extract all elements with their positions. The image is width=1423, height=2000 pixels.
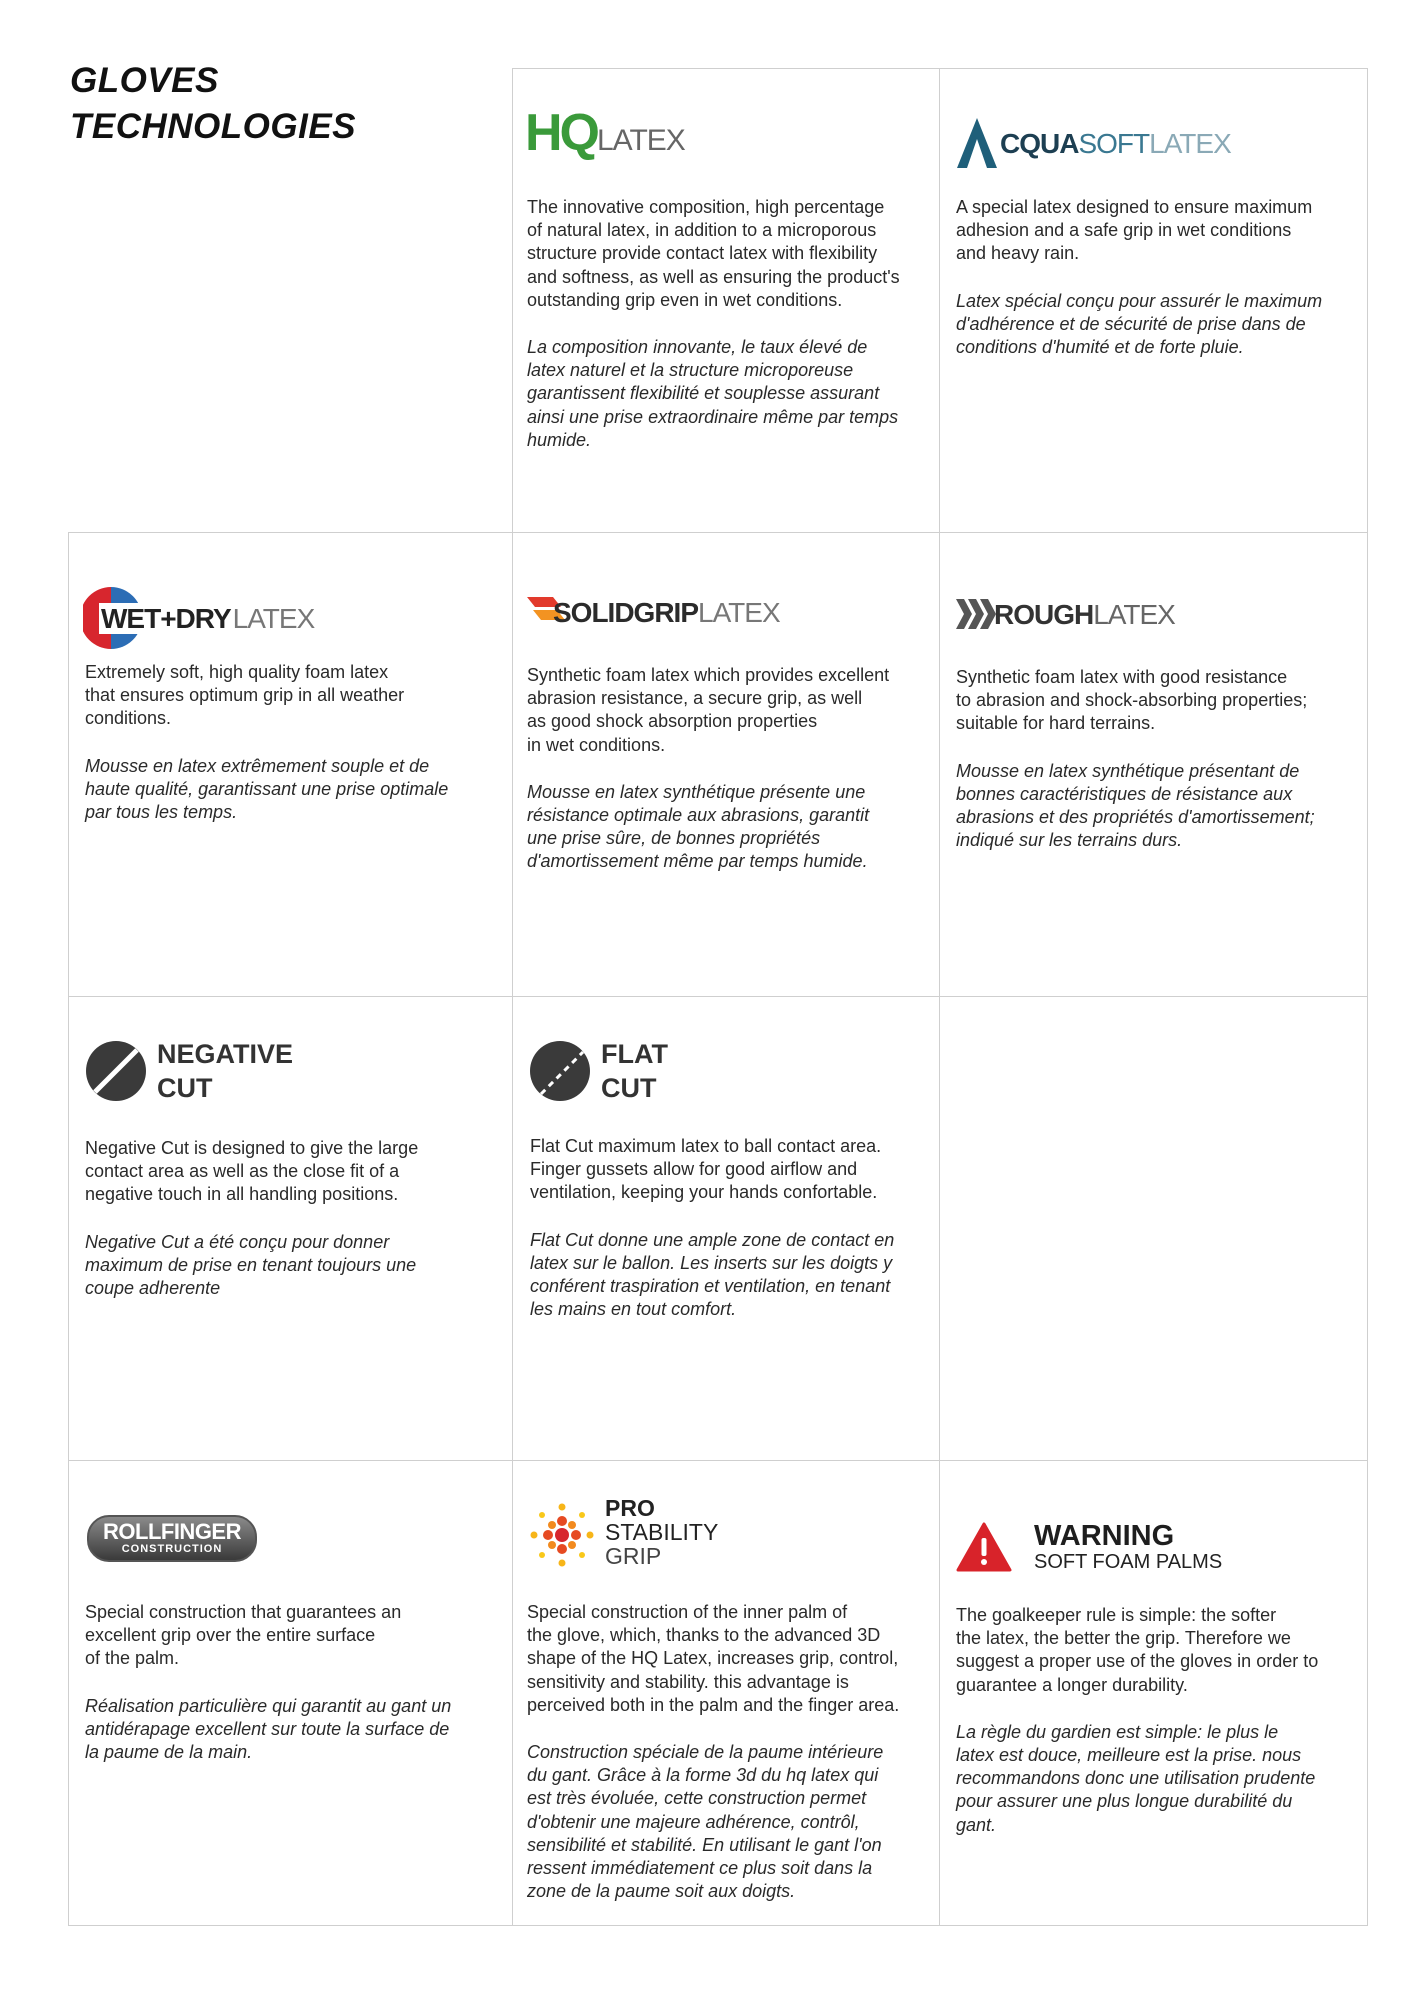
hq-latex-description [527, 196, 932, 476]
negative-cut-icon [85, 1040, 147, 1102]
hq-logo-icon: HQ [525, 104, 597, 162]
acquasoft-text-fr: Latex spécial conçu pour assurér le maximum d'adhérence et de sécurité de prise dans de conditions d'humité et de forte pluie. [956, 290, 1323, 358]
rough-chevrons-icon [956, 597, 996, 631]
negative-cut-text-en: Negative Cut is designed to give the large contact area as well as the close fit of a negative touch in all handling positions. [85, 1138, 419, 1205]
warning-text-fr: La règle du gardien est simple: le plus le latex est douce, meilleure est la prise. nous recommandons donc une utilisation prudente pour assurer une plus longue durabilité du gant. [956, 1721, 1316, 1835]
warning-label-1: WARNING [1034, 1520, 1175, 1552]
rough-logo-latex: LATEX [1093, 599, 1175, 630]
solidgrip-logo-latex: LATEX [698, 597, 780, 628]
hq-logo-latex: LATEX [597, 124, 685, 157]
page-title-line-1: GLOVES [70, 61, 219, 100]
warning-triangle-icon [956, 1522, 1012, 1572]
negative-cut-logo [85, 1037, 293, 1105]
warning-label-2: SOFT FOAM PALMS [1034, 1551, 1223, 1573]
page-title-line-2: TECHNOLOGIES [70, 107, 357, 146]
cell-hq-latex [512, 68, 940, 533]
acquasoft-latex-description [956, 196, 1361, 383]
cell-rough-latex [939, 532, 1368, 997]
negative-cut-text-fr: Negative Cut a été conçu pour donner maximum de prise en tenant toujours une coupe adherente [85, 1231, 417, 1299]
wet-dry-text-en: Extremely soft, high quality foam latex that ensures optimum grip in all weather conditions. [85, 662, 405, 729]
negative-cut-label-2: CUT [157, 1073, 213, 1103]
flat-cut-description [530, 1135, 935, 1345]
page-title [70, 58, 356, 150]
pro-stability-grip-logo [525, 1495, 719, 1571]
rollfinger-text-en: Special construction that guarantees an excellent grip over the entire surface of the palm. [85, 1602, 402, 1669]
rough-latex-logo [956, 595, 1175, 633]
acquasoft-logo-latex: LATEX [1149, 128, 1231, 159]
pro-stability-text-en: Special construction of the inner palm of the glove, which, thanks to the advanced 3D shape of the HQ Latex, increases grip, control, sensitivity and stability. this advantage is perceived both in the palm and the finger area. [527, 1602, 900, 1715]
wet-dry-text-fr: Mousse en latex extrêmement souple et de haute qualité, garantissant une prise optimale par tous les temps. [85, 755, 449, 823]
rollfinger-label-2: CONSTRUCTION [121, 1543, 223, 1555]
hq-latex-text-en: The innovative composition, high percentage of natural latex, in addition to a microporous structure provide contact latex with flexibility and softness, as well as ensuring the product's outstanding grip even in wet conditions. [527, 197, 900, 310]
acquasoft-logo-soft: SOFT [1078, 128, 1150, 159]
acquasoft-text-en: A special latex designed to ensure maximum adhesion and a safe grip in wet conditions and heavy rain. [956, 197, 1313, 264]
pro-stability-label-2: STABILITY [605, 1519, 719, 1545]
cell-warning [939, 1460, 1368, 1926]
cell-negative-cut [68, 996, 513, 1461]
dots-burst-icon [525, 1499, 599, 1571]
cell-solidgrip-latex [512, 532, 940, 997]
flat-cut-text-en: Flat Cut maximum latex to ball contact area. Finger gussets allow for good airflow and ventilation, keeping your hands confortable. [530, 1136, 882, 1203]
solidgrip-text-fr: Mousse en latex synthétique présente une résistance optimale aux abrasions, garantit une prise sûre, de bonnes propriétés d'amortissement même par temps humide. [527, 781, 870, 872]
warning-logo [956, 1521, 1222, 1573]
cell-pro-stability-grip [512, 1460, 940, 1926]
rough-text-en: Synthetic foam latex with good resistance to abrasion and shock-absorbing properties; suitable for hard terrains. [956, 667, 1308, 734]
rollfinger-text-fr: Réalisation particulière qui garantit au gant un antidérapage excellent sur toute la surface de la paume de la main. [85, 1695, 452, 1763]
wet-dry-logo-bold: WET+DRY [101, 603, 231, 634]
pro-stability-grip-description [527, 1601, 935, 1927]
hq-latex-logo [525, 104, 685, 162]
flat-cut-label-1: FLAT [601, 1039, 668, 1069]
warning-text-en: The goalkeeper rule is simple: the softer the latex, the better the grip. Therefore we suggest a proper use of the gloves in order to guarantee a longer durability. [956, 1605, 1319, 1695]
acquasoft-a-icon [956, 117, 998, 169]
rollfinger-logo [87, 1515, 257, 1562]
cell-rollfinger [68, 1460, 513, 1926]
rollfinger-description [85, 1601, 505, 1788]
rough-latex-description [956, 666, 1361, 876]
cell-empty [939, 996, 1368, 1461]
pro-stability-label-3: GRIP [605, 1543, 662, 1569]
cell-wet-dry-latex [68, 532, 513, 997]
acquasoft-latex-logo [956, 117, 1231, 169]
cell-flat-cut [512, 996, 940, 1461]
rough-logo-bold: ROUGH [994, 599, 1094, 630]
flat-cut-text-fr: Flat Cut donne une ample zone de contact en latex sur le ballon. Les inserts sur les doigts y conférent traspiration et ventilation, en tenant les mains en tout comfort. [530, 1229, 895, 1320]
pro-stability-text-fr: Construction spéciale de la paume intérieure du gant. Grâce à la forme 3d du hq latex qui est très évoluée, cette construction permet d'obtenir une majeure adhérence, contrôl, sensibilité et stabilité. En utilisant le gant l'on ressent immédiatement ce plus soit dans la zone de la paume soit aux doigts. [527, 1742, 884, 1902]
flat-cut-icon [529, 1040, 591, 1102]
solidgrip-latex-logo [527, 593, 780, 631]
pro-stability-label-1: PRO [605, 1495, 655, 1521]
negative-cut-label-1: NEGATIVE [157, 1039, 294, 1069]
solidgrip-logo-bold: SOLIDGRIP [553, 597, 699, 628]
acquasoft-logo-cqua: CQUA [1000, 128, 1079, 159]
negative-cut-description [85, 1137, 505, 1324]
rough-text-fr: Mousse en latex synthétique présentant de bonnes caractéristiques de résistance aux abrasions et des propriétés d'amortissement; indiqué sur les terrains durs. [956, 760, 1315, 851]
rollfinger-label-1: ROLLFINGER [103, 1519, 241, 1544]
hq-latex-text-fr: La composition innovante, le taux élevé de latex naturel et la structure microporeuse garantissent flexibilité et souplesse assurant ainsi une prise extraordinaire même par temps humide. [527, 337, 899, 450]
wet-dry-logo-latex: LATEX [232, 603, 315, 634]
solidgrip-text-en: Synthetic foam latex which provides excellent abrasion resistance, a secure grip, as well as good shock absorption properties in wet conditions. [527, 665, 890, 755]
wet-dry-latex-description [85, 661, 505, 848]
warning-description [956, 1604, 1361, 1861]
cell-acquasoft-latex [939, 68, 1368, 533]
flat-cut-logo [529, 1037, 668, 1105]
solidgrip-latex-description [527, 664, 932, 898]
rollfinger-badge-icon [87, 1515, 257, 1562]
wet-dry-latex-logo [83, 585, 314, 651]
flat-cut-label-2: CUT [601, 1073, 657, 1103]
